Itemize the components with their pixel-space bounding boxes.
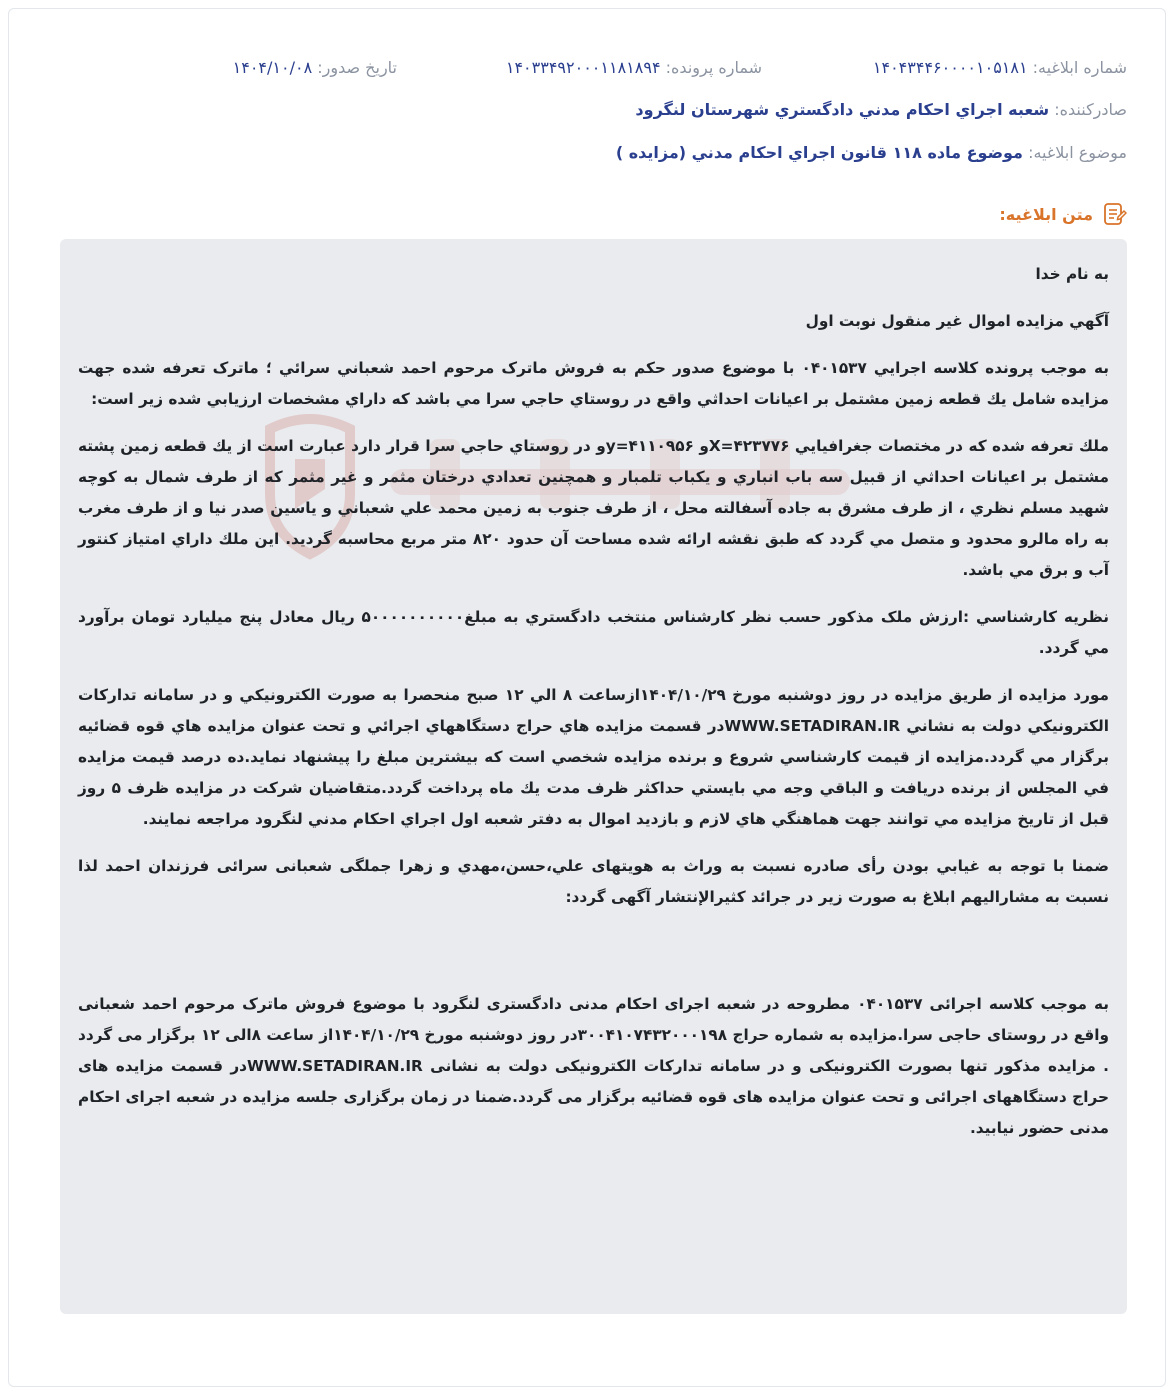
paragraph-auction-summary: به موجب کلاسه اجرائی ۰۴۰۱۵۳۷ مطروحه در شعبه اجرای احکام مدنی دادگستری لنگرود با موضوع فروش ماترک مرحوم احمد شعبانی واقع در روستای حاجی سرا.مزايده به شماره حراج ۳۰۰۴۱۰۷۴۳۲۰۰۰۱۹۸در روز دوشنبه مورخ ۱۴۰۴/۱۰/۲۹از ساعت ۸الی ۱۲ برگزار می گردد . مزايده مذکور تنها بصورت الکترونيکی و در سامانه تدارکات الکترونيکی دولت به نشانی WWW.SETADIRAN.IRدر قسمت مزايده های حراج دستگاههای اجرائی و تحت عنوان مزايده های قوه قضائيه برگزار می گردد.ضمنا در زمان برگزاری جلسه مزايده در شعبه اجرای احکام مدنی حضور نيابيد. xyxy=(78,995,1110,1137)
paragraph-case-intro: به موجب پرونده کلاسه اجرايي ۰۴۰۱۵۳۷ با موضوع صدور حکم به فروش ماترک مرحوم احمد شعباني سرائي ؛ ماترک تعرفه شده جهت مزايده شامل يك قطعه زمين مشتمل بر اعيانات احداثي واقع در روستاي حاجي سرا مي باشد که داراي مشخصات ارزيابي شده زير است: xyxy=(78,359,1109,408)
paragraph-title: آگهي مزايده اموال غير منقول نوبت اول xyxy=(805,312,1109,330)
issue-date xyxy=(233,58,397,77)
notice-body xyxy=(60,239,1127,1314)
issue-date-label: تاريخ صدور: xyxy=(317,58,397,77)
subject-line xyxy=(616,143,1127,162)
notice-text-heading-label: متن ابلاغيه: xyxy=(999,204,1093,224)
paragraph-property-description: ملك تعرفه شده كه در مختصات جغرافيايي X=۴۲۳۷۷۶و ۴۱۱۰۹۵۶=yو در روستاي حاجي سرا قرار دارد عبارت است از يك قطعه زمين پشته مشتمل بر اعيانات احداثي از قبيل سه باب انباري و يكباب تلمبار و همچنين تعدادي درختان مثمر و غير مثمر كه از طرف شمال به كوچه شهيد مسلم نظري ، از طرف مشرق به جاده آسفالته محل ، از طرف جنوب به زمين محمد علي شعباني و ياسين صدر نيا و از طرف مغرب به راه مالرو محدود و متصل مي گردد كه طبق نقشه ارائه شده مساحت آن حدود ۸۲۰ متر مربع محاسبه گرديد. اين ملك داراي امتياز كنتور آب و برق مي باشد. xyxy=(78,437,1109,579)
case-number-label: شماره پرونده: xyxy=(665,58,762,77)
paragraph-salutation: به نام خدا xyxy=(1035,265,1109,283)
issue-date-value: ۱۴۰۴/۱۰/۰۸ xyxy=(232,58,313,77)
case-number-value: ۱۴۰۳۳۴۹۲۰۰۰۱۱۸۱۸۹۴ xyxy=(505,58,661,77)
subject-label: موضوع ابلاغيه: xyxy=(1028,143,1127,162)
paragraph-heirs-notice: ضمنا با توجه به غيابي بودن رأی صادره نسبت به وراث به هويتهای علي،حسن،مهدي و زهرا جملگی شعبانی سرائی فرزندان احمد لذا نسبت به مشاراليهم ابلاغ به صورت زير در جرائد کثيرالإنتشار آگهی گردد: xyxy=(78,857,1109,906)
issuer-line xyxy=(635,100,1127,119)
notice-number-value: ۱۴۰۴۳۴۴۶۰۰۰۰۱۰۵۱۸۱ xyxy=(872,58,1028,77)
subject-value: موضوع ماده ۱۱۸ قانون اجراي احکام مدني (مزايده ) xyxy=(615,143,1023,162)
notice-number xyxy=(873,58,1127,77)
case-number xyxy=(506,58,762,77)
issuer-label: صادرکننده: xyxy=(1054,100,1127,119)
issuer-value: شعبه اجراي احکام مدني دادگستري شهرستان لنگرود xyxy=(635,100,1050,119)
notice-number-label: شماره ابلاغيه: xyxy=(1032,58,1127,77)
notice-text-heading xyxy=(999,200,1127,228)
paragraph-expert-valuation: نظريه کارشناسي :ارزش ملک مذکور حسب نظر کارشناس منتخب دادگستري به مبلغ۵۰۰۰۰۰۰۰۰۰۰ ريال معادل پنج ميليارد تومان برآورد مي گردد. xyxy=(78,608,1109,657)
paragraph-auction-terms: مورد مزايده از طريق مزايده در روز دوشنبه مورخ ۱۴۰۴/۱۰/۲۹ازساعت ۸ الي ۱۲ صبح منحصرا به صورت الکترونيکي و در سامانه تدارکات الکترونيکي دولت به نشاني WWW.SETADIRAN.IRدر قسمت مزايده هاي حراج دستگاههاي اجرائي و تحت عنوان مزايده هاي قوه قضائيه برگزار مي گردد.مزايده از قيمت کارشناسي شروع و برنده مزايده شخصي است که بيشترين مبلغ را پيشنهاد نمايد.ده درصد قيمت مزايده في المجلس از برنده دريافت و الباقي وجه مي بايستي حداکثر ظرف مدت يك ماه پرداخت گردد.متقاضيان شرکت در مزايده ظرف ۵ روز قبل از تاريخ مزايده مي توانند جهت هماهنگي هاي لازم و بازديد اموال به دفتر شعبه اول اجراي احکام مدني لنگرود مراجعه نمايند. xyxy=(78,686,1109,828)
document-icon xyxy=(1101,201,1127,227)
paragraph-spacer xyxy=(78,929,1109,989)
notice-meta-row xyxy=(47,58,1127,82)
